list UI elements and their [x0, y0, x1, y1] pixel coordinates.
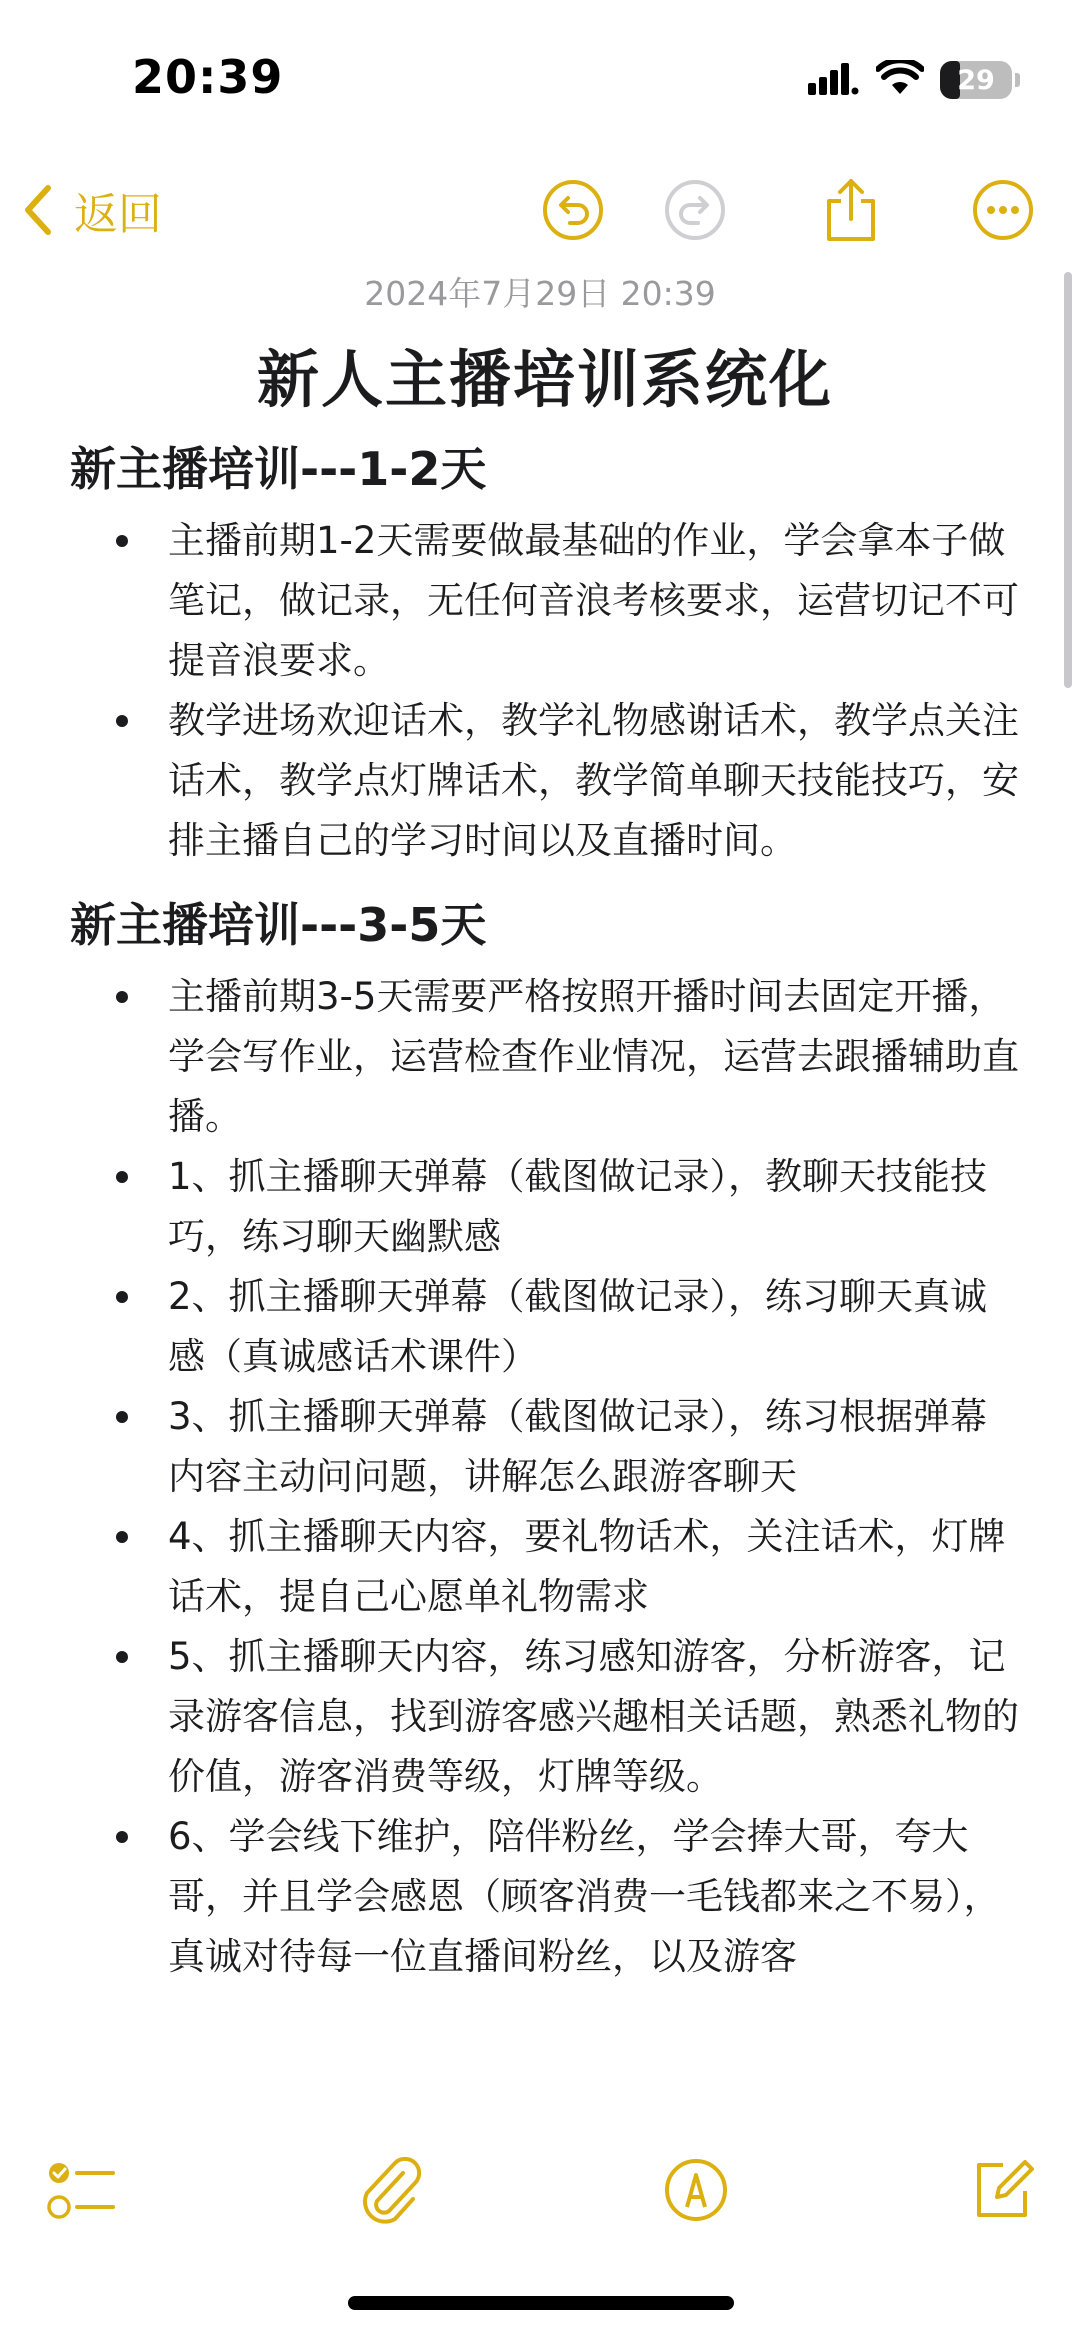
- list-item: 6、学会线下维护，陪伴粉丝，学会捧大哥，夸大哥，并且学会感恩（顾客消费一毛钱都来之不易），真诚对待每一位直播间粉丝，以及游客: [70, 1807, 1020, 1987]
- list-item: 4、抓主播聊天内容，要礼物话术，关注话术，灯牌话术，提自己心愿单礼物需求: [70, 1507, 1020, 1627]
- markup-pen-icon[interactable]: [656, 2150, 736, 2230]
- battery-level: 29: [957, 64, 995, 96]
- share-icon[interactable]: [816, 175, 886, 245]
- list-item: 教学进场欢迎话术，教学礼物感谢话术，教学点关注话术，教学点灯牌话术，教学简单聊天技能技巧，安排主播自己的学习时间以及直播时间。: [70, 691, 1020, 871]
- note-body[interactable]: [70, 330, 1020, 2005]
- cellular-signal-icon: [808, 61, 860, 99]
- nav-bar: [0, 160, 1080, 260]
- list-item: 1、抓主播聊天弹幕（截图做记录），教聊天技能技巧，练习聊天幽默感: [70, 1147, 1020, 1267]
- back-label: 返回: [74, 189, 162, 240]
- wifi-icon: [876, 60, 924, 100]
- list-item: 主播前期1-2天需要做最基础的作业，学会拿本子做笔记，做记录，无任何音浪考核要求，运营切记不可提音浪要求。: [70, 511, 1020, 691]
- scrollbar[interactable]: [1064, 272, 1072, 688]
- compose-icon[interactable]: [962, 2150, 1042, 2230]
- redo-icon[interactable]: [660, 175, 730, 245]
- bottom-toolbar: [0, 2140, 1080, 2240]
- undo-icon[interactable]: [538, 175, 608, 245]
- more-options-icon[interactable]: [968, 175, 1038, 245]
- status-time: 20:39: [132, 50, 284, 104]
- attachment-icon[interactable]: [350, 2150, 430, 2230]
- list-item: 主播前期3-5天需要严格按照开播时间去固定开播，学会写作业，运营检查作业情况，运营去跟播辅助直播。: [70, 967, 1020, 1147]
- status-icons: [808, 58, 1020, 102]
- bullet-list: [70, 967, 1020, 1987]
- bullet-list: [70, 511, 1020, 871]
- back-button[interactable]: [22, 178, 162, 242]
- battery-icon: [940, 61, 1012, 99]
- section-heading: 新主播培训---3-5天: [70, 898, 487, 952]
- list-item: 5、抓主播聊天内容，练习感知游客，分析游客，记录游客信息，找到游客感兴趣相关话题，熟悉礼物的价值，游客消费等级，灯牌等级。: [70, 1627, 1020, 1807]
- checklist-icon[interactable]: [42, 2150, 122, 2230]
- chevron-left-icon: [22, 184, 52, 236]
- home-indicator[interactable]: [348, 2296, 734, 2310]
- list-item: 2、抓主播聊天弹幕（截图做记录），练习聊天真诚感（真诚感话术课件）: [70, 1267, 1020, 1387]
- section-heading: 新主播培训---1-2天: [70, 442, 487, 496]
- list-item: 3、抓主播聊天弹幕（截图做记录），练习根据弹幕内容主动问问题，讲解怎么跟游客聊天: [70, 1387, 1020, 1507]
- note-title: 新人主播培训系统化: [256, 343, 833, 416]
- note-date: 2024年7月29日 20:39: [364, 274, 716, 313]
